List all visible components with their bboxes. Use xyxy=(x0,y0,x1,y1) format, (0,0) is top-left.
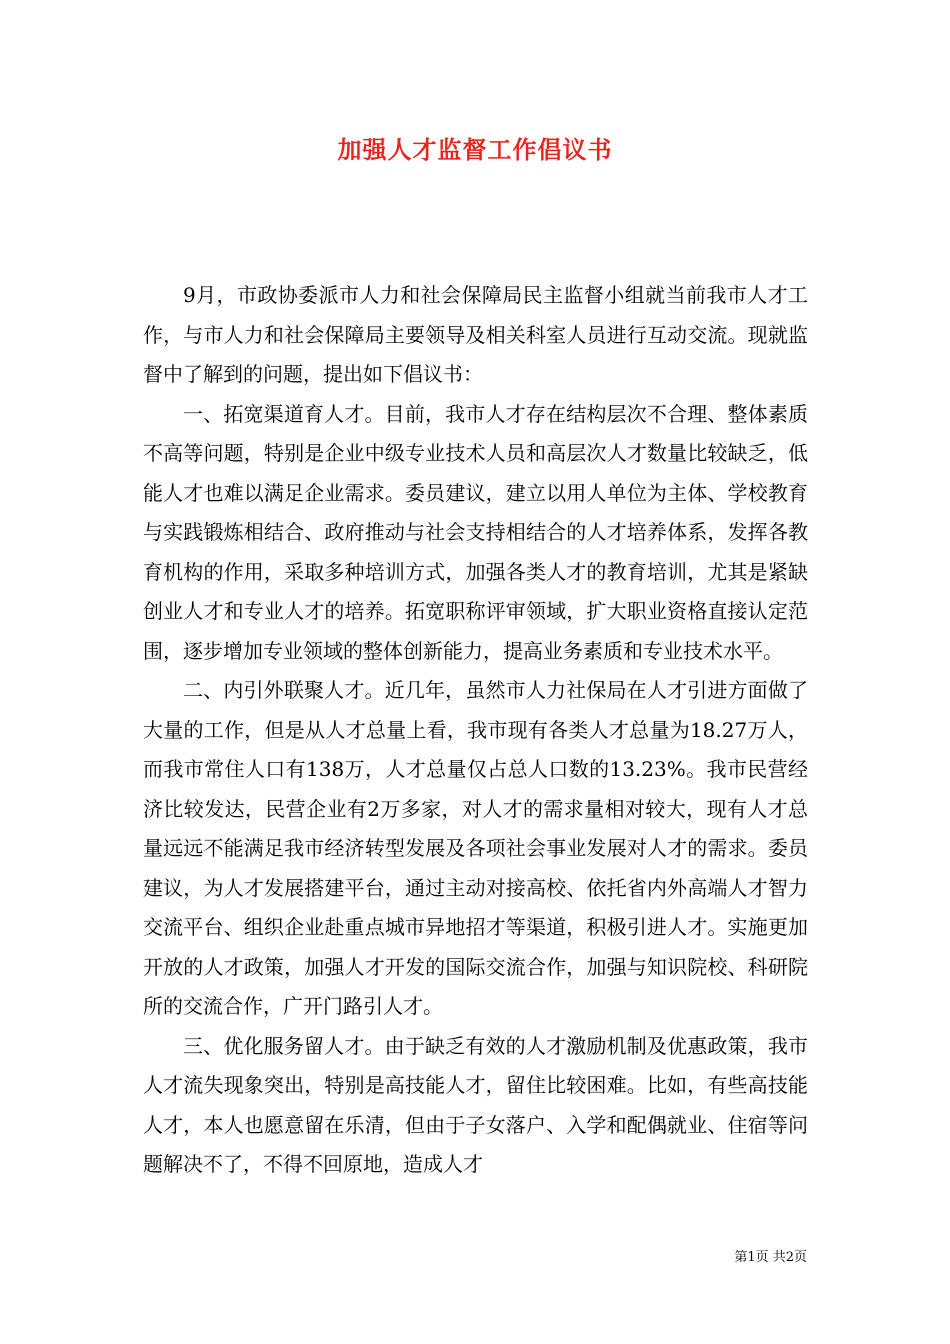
paragraph-section-2: 二、内引外联聚人才。近几年，虽然市人力社保局在人才引进方面做了大量的工作，但是从人才总量上看，我市现有各类人才总量为18.27万人，而我市常住人口有138万，人才总量仅占总人口数的13.23%。我市民营经济比较发达，民营企业有2万多家，对人才的需求量相对较大，现有人才总量远远不能满足我市经济转型发展及各项社会事业发展对人才的需求。委员建议，为人才发展搭建平台，通过主动对接高校、依托省内外高端人才智力交流平台、组织企业赴重点城市异地招才等渠道，积极引进人才。实施更加开放的人才政策，加强人才开发的国际交流合作，加强与知识院校、科研院所的交流合作，广开门路引人才。 xyxy=(143,678,808,1018)
paragraph-section-3: 三、优化服务留人才。由于缺乏有效的人才激励机制及优惠政策，我市人才流失现象突出，特别是高技能人才，留住比较困难。比如，有些高技能人才，本人也愿意留在乐清，但由于子女落户、入学和配偶就业、住宿等问题解决不了，不得不回原地，造成人才 xyxy=(143,1033,808,1176)
document-body xyxy=(143,276,808,1185)
document-title: 加强人才监督工作倡议书 xyxy=(337,135,613,164)
page-number-footer: 第1页 共2页 xyxy=(734,1250,807,1265)
paragraph-intro: 9月，市政协委派市人力和社会保障局民主监督小组就当前我市人才工作，与市人力和社会保障局主要领导及相关科室人员进行互动交流。现就监督中了解到的问题，提出如下倡议书： xyxy=(143,283,808,386)
paragraph-section-1: 一、拓宽渠道育人才。目前，我市人才存在结构层次不合理、整体素质不高等问题，特别是企业中级专业技术人员和高层次人才数量比较缺乏，低能人才也难以满足企业需求。委员建议，建立以用人单位为主体、学校教育与实践锻炼相结合、政府推动与社会支持相结合的人才培养体系，发挥各教育机构的作用，采取多种培训方式，加强各类人才的教育培训，尤其是紧缺创业人才和专业人才的培养。拓宽职称评审领域，扩大职业资格直接认定范围，逐步增加专业领域的整体创新能力，提高业务素质和专业技术水平。 xyxy=(143,401,808,663)
